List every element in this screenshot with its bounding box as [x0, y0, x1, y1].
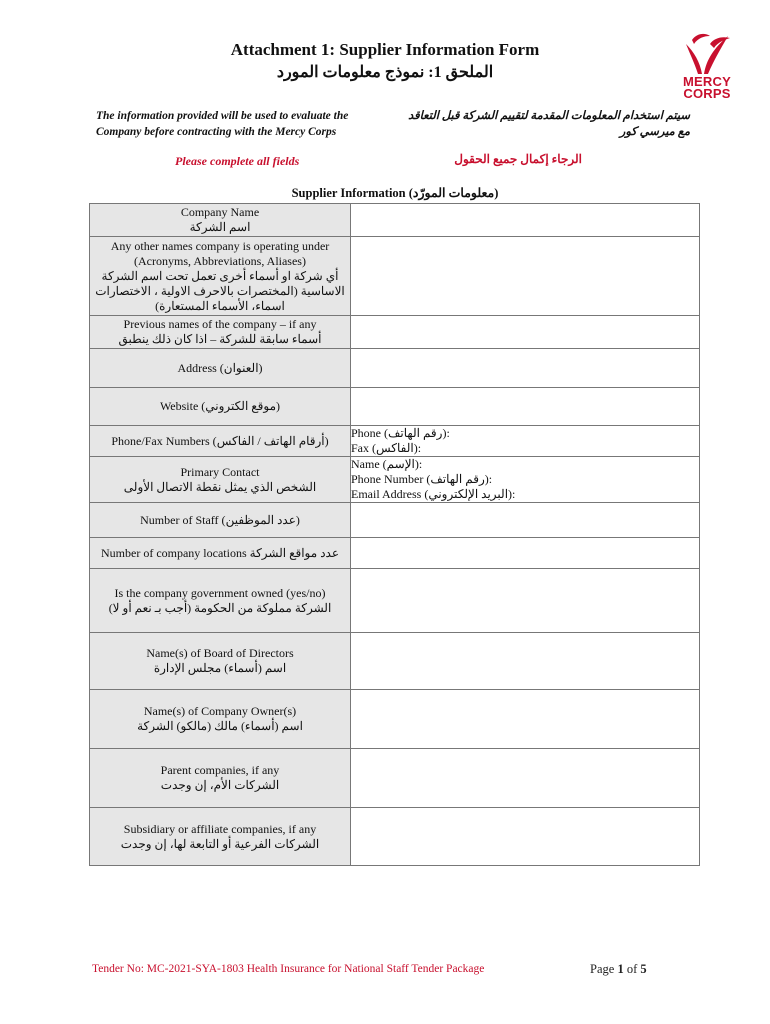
row-subsidiary [90, 808, 700, 866]
page-title-arabic: الملحق 1: نموذج معلومات المورد [276, 64, 494, 81]
label-subsidiary [90, 808, 351, 866]
section-title: Supplier Information (معلومات المورّد) [291, 186, 499, 200]
row-phone-fax [90, 426, 700, 457]
address-field[interactable] [351, 349, 700, 388]
complete-all-fields-notice: Please complete all fields [175, 154, 300, 168]
label-en: Previous names of the company – if any [123, 317, 317, 331]
row-primary-contact [90, 457, 700, 503]
label-address: Address (العنوان) [90, 349, 351, 388]
label-en: Company Name [180, 205, 260, 219]
fax-field[interactable]: Fax (الفاكس): [351, 441, 422, 455]
website-field[interactable] [351, 388, 700, 426]
label-ar: اسم (أسماء) مالك (مالكو) الشركة [137, 719, 303, 733]
leaf-icon [680, 30, 734, 76]
page-current: 1 [617, 962, 624, 976]
label-en: Parent companies, if any [160, 763, 280, 777]
staff-field[interactable] [351, 503, 700, 538]
contact-phone-field[interactable]: Phone Number (رقم الهاتف): [351, 472, 493, 486]
row-locations [90, 538, 700, 569]
row-previous-names [90, 316, 700, 349]
label-ar: أي شركة او أسماء أخرى تعمل تحت اسم الشركة الاساسية (المختصرات بالاحرف الاولية ، الاختصارات اسماء، الأسماء المستعارة) [95, 268, 345, 313]
label-en: Primary Contact [180, 464, 260, 479]
label-ar: الشركة مملوكة من الحكومة (أجب بـ نعم أو لا) [108, 600, 332, 615]
label-locations: Number of company locations عدد مواقع الشركة [90, 538, 351, 569]
intro-text: The information provided will be used to evaluate the Company before contracting with the Mercy Corps [96, 110, 349, 138]
row-board [90, 633, 700, 690]
mercy-corps-logo [676, 30, 738, 106]
label-other-names [90, 237, 351, 316]
row-gov-owned [90, 569, 700, 633]
page-title: Attachment 1: Supplier Information Form [230, 40, 540, 59]
footer-tender-info: Tender No: MC-2021-SYA-1803 Health Insurance for National Staff Tender Package [92, 963, 485, 975]
phone-fax-fields[interactable] [351, 426, 700, 457]
row-website [90, 388, 700, 426]
label-company-name [90, 204, 351, 237]
label-en: Subsidiary or affiliate companies, if any [123, 821, 317, 836]
logo-text-line1: MERCY [683, 74, 731, 89]
contact-name-field[interactable]: Name (الإسم): [351, 457, 423, 471]
label-en: Name(s) of Company Owner(s) [143, 704, 297, 718]
label-ar: الشخص الذي يمثل نقطة الاتصال الأولى [123, 479, 317, 494]
label-ar: الشركات الفرعية أو التابعة لها، إن وجدت [120, 836, 320, 851]
page-of: of [626, 962, 638, 976]
label-phone-fax: Phone/Fax Numbers (أرقام الهاتف / الفاكس) [90, 426, 351, 457]
label-parent [90, 749, 351, 808]
owners-field[interactable] [351, 690, 700, 749]
supplier-info-table [89, 203, 700, 866]
row-company-name [90, 204, 700, 237]
label-primary-contact [90, 457, 351, 503]
locations-field[interactable] [351, 538, 700, 569]
row-other-names [90, 237, 700, 316]
board-field[interactable] [351, 633, 700, 690]
page-total: 5 [640, 962, 647, 976]
page-number [590, 962, 647, 977]
row-parent [90, 749, 700, 808]
label-previous-names [90, 316, 351, 349]
label-board [90, 633, 351, 690]
label-ar: اسم الشركة [189, 220, 251, 234]
label-en: Name(s) of Board of Directors [146, 646, 294, 660]
company-name-field[interactable] [351, 204, 700, 237]
label-website: Website (موقع الكتروني) [90, 388, 351, 426]
label-ar: أسماء سابقة للشركة – اذا كان ذلك ينطبق [118, 332, 322, 346]
label-gov-owned [90, 569, 351, 633]
label-owners [90, 690, 351, 749]
subsidiary-field[interactable] [351, 808, 700, 866]
intro-text-arabic: سيتم استخدام المعلومات المقدمة لتقييم الشركة قبل التعاقد مع ميرسي كور [408, 110, 690, 138]
logo-text-line2: CORPS [683, 86, 731, 101]
parent-field[interactable] [351, 749, 700, 808]
previous-names-field[interactable] [351, 316, 700, 349]
complete-all-fields-notice-arabic: الرجاء إكمال جميع الحقول [454, 152, 582, 166]
contact-email-field[interactable]: Email Address (البريد الإلكتروني): [351, 487, 516, 501]
label-en: Any other names company is operating under (Acronyms, Abbreviations, Aliases) [110, 238, 330, 268]
label-ar: الشركات الأم، إن وجدت [160, 778, 280, 792]
label-en: Is the company government owned (yes/no) [114, 585, 326, 600]
row-staff [90, 503, 700, 538]
phone-field[interactable]: Phone (رقم الهاتف): [351, 426, 450, 440]
row-address [90, 349, 700, 388]
label-ar: اسم (أسماء) مجلس الإدارة [153, 661, 287, 675]
primary-contact-fields[interactable] [351, 457, 700, 503]
other-names-field[interactable] [351, 237, 700, 316]
row-owners [90, 690, 700, 749]
gov-owned-field[interactable] [351, 569, 700, 633]
label-staff: Number of Staff (عدد الموظفين) [90, 503, 351, 538]
page-word: Page [590, 962, 615, 976]
